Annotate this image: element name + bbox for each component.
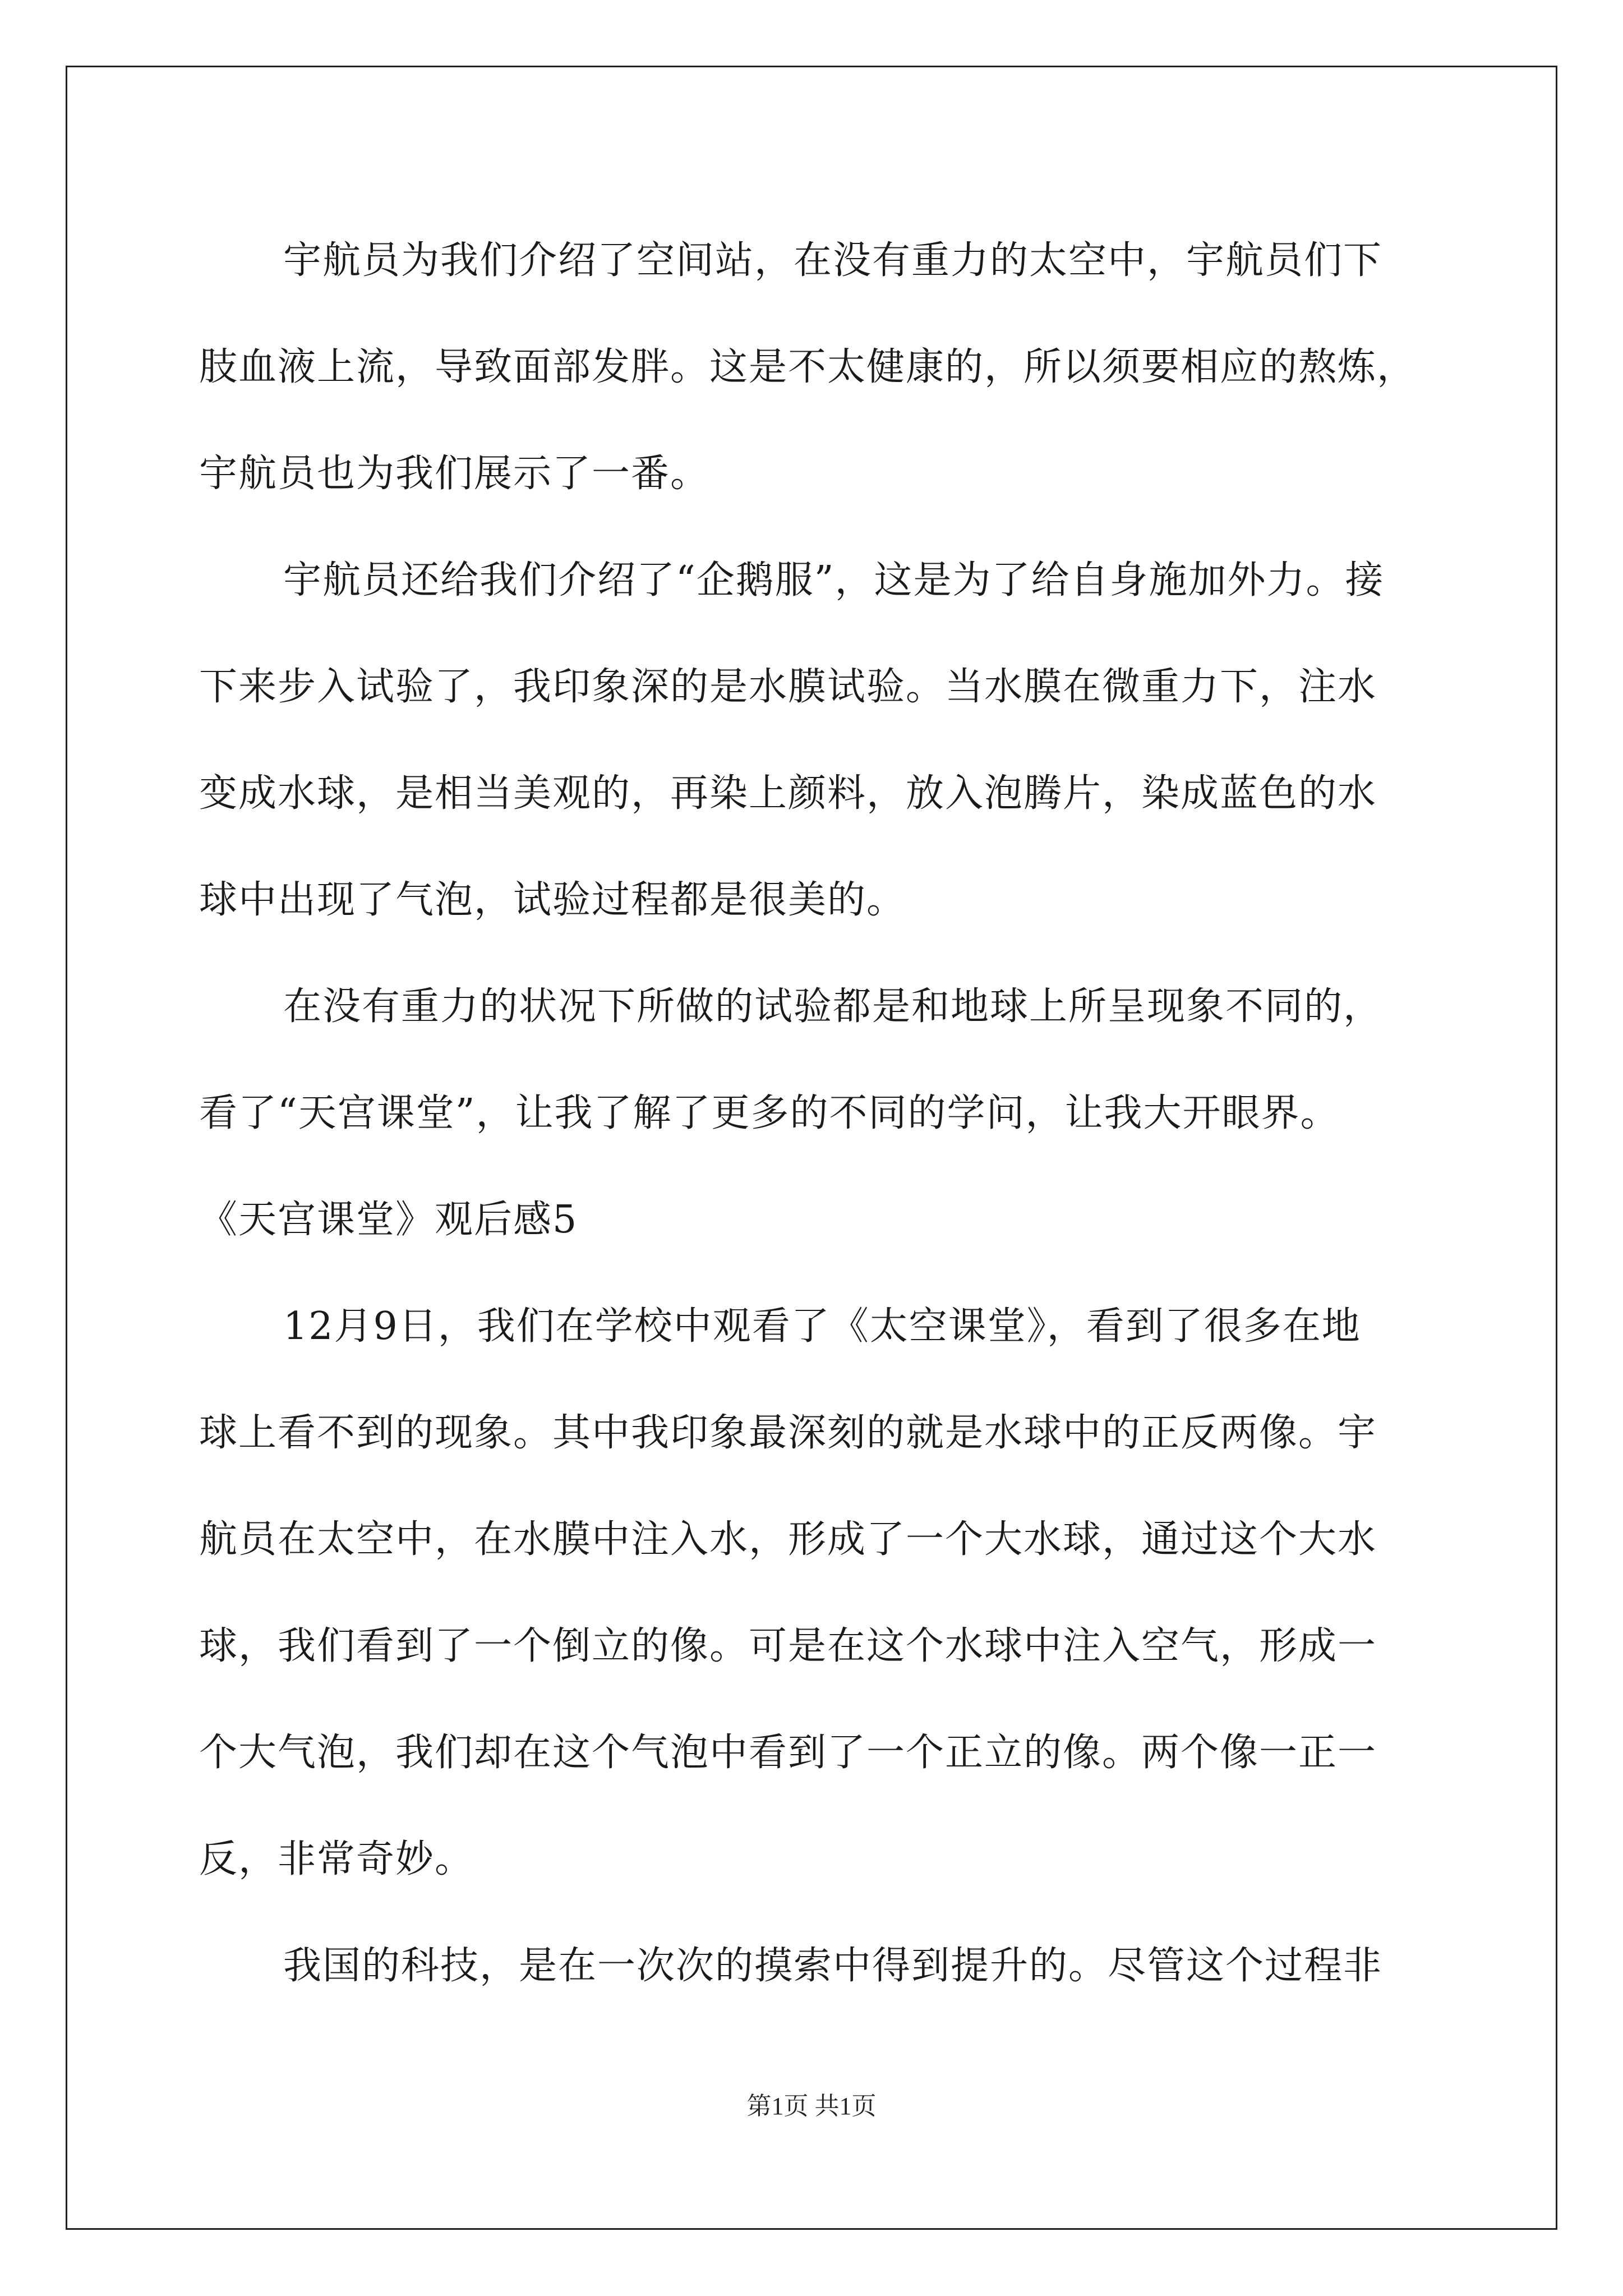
paragraph-line: 宇航员还给我们介绍了“企鹅服”，这是为了给自身施加外力。接 bbox=[283, 558, 1385, 602]
paragraph-line: 在没有重力的状况下所做的试验都是和地球上所呈现象不同的， bbox=[283, 984, 1383, 1029]
section-heading: 《天宫课堂》观后感5 bbox=[199, 1198, 578, 1242]
paragraph-line: 下来步入试验了，我印象深的是水膜试验。当水膜在微重力下，注水 bbox=[199, 665, 1377, 709]
paragraph-line: 反，非常奇妙。 bbox=[199, 1837, 474, 1881]
paragraph-line: 宇航员也为我们展示了一番。 bbox=[199, 452, 710, 496]
paragraph-line: 球上看不到的现象。其中我印象最深刻的就是水球中的正反两像。宇 bbox=[199, 1411, 1377, 1455]
page-number-footer: 第1页 共1页 bbox=[746, 2092, 877, 2120]
paragraph-line: 12月9日，我们在学校中观看了《太空课堂》，看到了很多在地 bbox=[283, 1304, 1361, 1349]
paragraph-line: 我国的科技，是在一次次的摸索中得到提升的。尽管这个过程非 bbox=[283, 1944, 1383, 1988]
paragraph-line: 球，我们看到了一个倒立的像。可是在这个水球中注入空气，形成一 bbox=[199, 1624, 1377, 1668]
paragraph-line: 看了“天宫课堂”，让我了解了更多的不同的学问，让我大开眼界。 bbox=[199, 1091, 1340, 1135]
paragraph-line: 变成水球，是相当美观的，再染上颜料，放入泡腾片，染成蓝色的水 bbox=[199, 771, 1377, 816]
paragraph-line: 肢血液上流，导致面部发胖。这是不太健康的，所以须要相应的熬炼， bbox=[199, 345, 1417, 389]
paragraph-line: 航员在太空中，在水膜中注入水，形成了一个大水球，通过这个大水 bbox=[199, 1517, 1377, 1562]
document-body bbox=[199, 208, 1427, 2019]
paragraph-line: 个大气泡，我们却在这个气泡中看到了一个正立的像。两个像一正一 bbox=[199, 1731, 1377, 1775]
paragraph-line: 球中出现了气泡，试验过程都是很美的。 bbox=[199, 878, 906, 922]
paragraph-line: 宇航员为我们介绍了空间站，在没有重力的太空中，宇航员们下 bbox=[283, 238, 1383, 283]
